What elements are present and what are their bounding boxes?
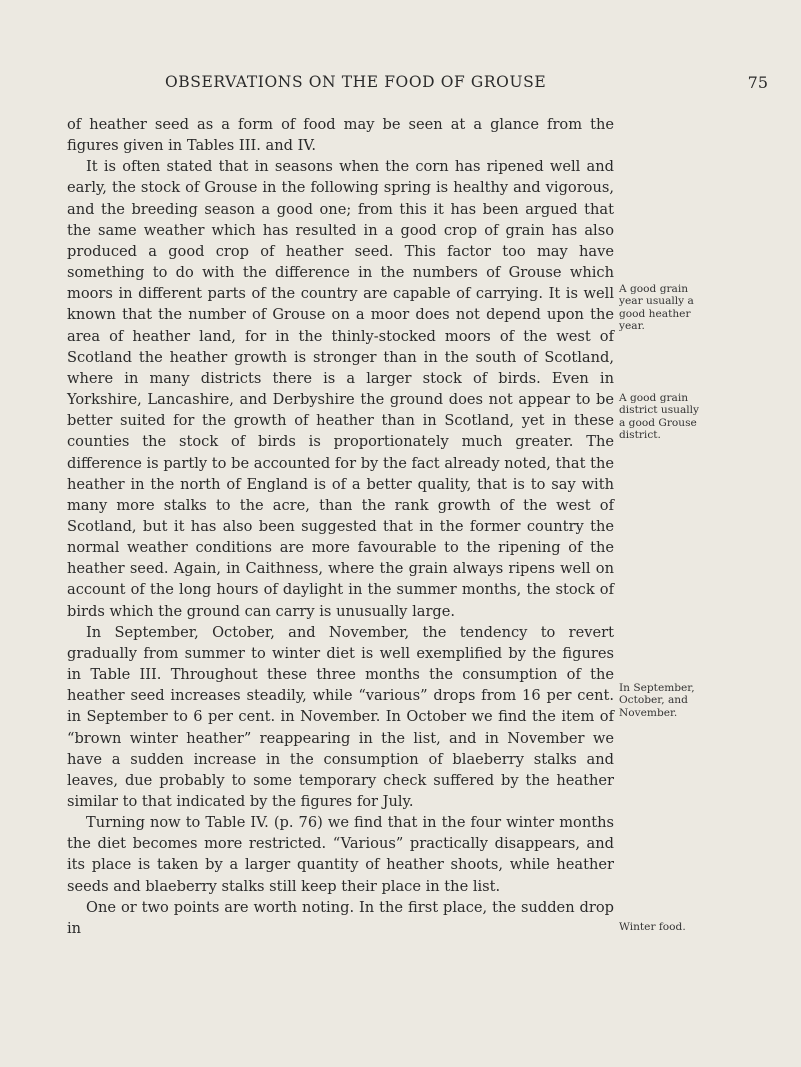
margin-note: A good grain district usually a good Grouse district.: [619, 392, 700, 442]
body-text: [67, 114, 614, 939]
running-head: OBSERVATIONS ON THE FOOD OF GROUSE: [165, 73, 547, 91]
margin-note: Winter food.: [619, 921, 686, 933]
paragraph: In September, October, and November, the tendency to revert gradually from summer to winter diet is well exemplified by the figures in Table III. Throughout these three months the consumption of the heather seed increases steadily, while “various” drops from 16 per cent. in September to 6 per cent. in November. In October we find the item of “brown winter heather” reappearing in the list, and in November we have a sudden increase in the consumption of blaeberry stalks and leaves, due probably to some temporary check suffered by the heather similar to that indicated by the figures for July.: [67, 623, 614, 810]
margin-note: In September, October, and November.: [619, 682, 695, 719]
paragraph: It is often stated that in seasons when the corn has ripened well and early, the stock of Grouse in the following spring is healthy and vigorous, and the breeding season a good one; from this it has been argued that the same weather which has resulted in a good crop of grain has also produced a good crop of heather seed. This factor too may have something to do with the difference in the numbers of Grouse which moors in different parts of the country are capable of carrying. It is well known that the number of Grouse on a moor does not depend upon the area of heather land, for in the thinly-stocked moors of the west of Scotland the heather growth is stronger than in the south of Scotland, where in many districts there is a larger stock of birds. Even in Yorkshire, Lancashire, and Derbyshire the ground does not appear to be better suited for the growth of heather than in Scotland, yet in these counties the stock of birds is proportionately much greater. The difference is partly to be accounted for by the fact already noted, that the heather in the north of England is of a better quality, that is to say with many more stalks to the acre, than the rank growth of the west of Scotland, but it has also been suggested that in the former country the normal weather conditions are more favourable to the ripening of the heather seed. Again, in Caithness, where the grain always ripens well on account of the long hours of daylight in the summer months, the stock of birds which the ground can carry is unusually large.: [67, 158, 614, 620]
paragraph: One or two points are worth noting. In the first place, the sudden drop in: [67, 898, 614, 937]
margin-note: A good grain year usually a good heather year.: [619, 283, 694, 333]
page-number: 75: [747, 73, 768, 92]
paragraph: of heather seed as a form of food may be seen at a glance from the figures given in Tables III. and IV.: [67, 116, 614, 155]
page-header: [0, 73, 801, 99]
paragraph: Turning now to Table IV. (p. 76) we find that in the four winter months the diet becomes more restricted. “Various” practically disappears, and its place is taken by a larger quantity of heather shoots, while heather seeds and blaeberry stalks still keep their place in the list.: [67, 814, 614, 895]
